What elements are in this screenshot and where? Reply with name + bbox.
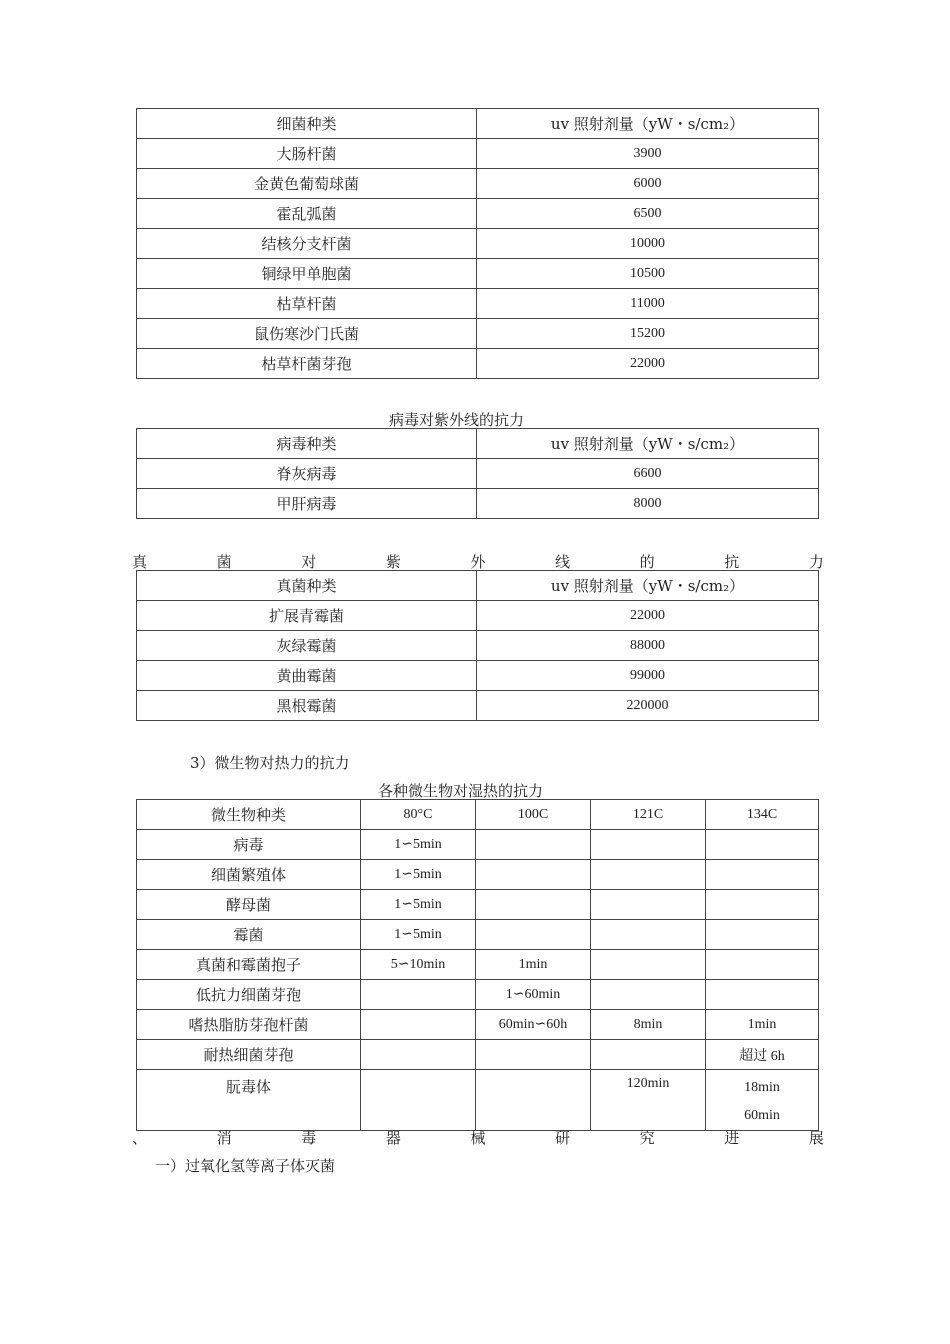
organism-cell: 灰绿霉菌 bbox=[137, 631, 477, 661]
table-header: 100C bbox=[476, 800, 591, 830]
dose-cell: 10500 bbox=[477, 259, 819, 289]
fungus-uv-table bbox=[136, 570, 819, 721]
dose-cell: 88000 bbox=[477, 631, 819, 661]
table-row bbox=[137, 139, 819, 169]
time-cell: 1∽5min bbox=[361, 830, 476, 860]
table-row bbox=[137, 229, 819, 259]
table-header: uv 照射剂量（yW・s/cm₂） bbox=[477, 109, 819, 139]
time-cell bbox=[476, 890, 591, 920]
heading-char: 、 bbox=[132, 1129, 148, 1147]
dose-cell: 22000 bbox=[477, 601, 819, 631]
table-header: 134C bbox=[706, 800, 819, 830]
table-header: 真菌种类 bbox=[137, 571, 477, 601]
caption-char: 力 bbox=[808, 553, 824, 571]
time-cell bbox=[591, 890, 706, 920]
table-row bbox=[137, 950, 819, 980]
moist-heat-table bbox=[136, 799, 819, 1131]
organism-cell: 病毒 bbox=[137, 830, 361, 860]
table-header: 细菌种类 bbox=[137, 109, 477, 139]
organism-cell: 酵母菌 bbox=[137, 890, 361, 920]
caption-char: 菌 bbox=[216, 553, 232, 571]
organism-cell: 朊毒体 bbox=[137, 1070, 361, 1131]
dose-cell: 220000 bbox=[477, 691, 819, 721]
time-cell bbox=[706, 920, 819, 950]
time-cell bbox=[361, 980, 476, 1010]
caption-char: 对 bbox=[301, 553, 317, 571]
organism-cell: 黑根霉菌 bbox=[137, 691, 477, 721]
dose-cell: 6500 bbox=[477, 199, 819, 229]
table-row bbox=[137, 691, 819, 721]
table-row bbox=[137, 319, 819, 349]
table-row bbox=[137, 259, 819, 289]
time-cell bbox=[706, 1070, 819, 1131]
table-header: 病毒种类 bbox=[137, 429, 477, 459]
time-cell bbox=[361, 1070, 476, 1131]
table-row bbox=[137, 169, 819, 199]
table-row bbox=[137, 1040, 819, 1070]
time-cell bbox=[476, 830, 591, 860]
dose-cell: 8000 bbox=[477, 489, 819, 519]
organism-cell: 耐热细菌芽孢 bbox=[137, 1040, 361, 1070]
table-row bbox=[137, 890, 819, 920]
organism-cell: 鼠伤寒沙门氏菌 bbox=[137, 319, 477, 349]
table-row bbox=[137, 1070, 819, 1131]
virus-table-caption: 病毒对紫外线的抗力 bbox=[389, 411, 525, 429]
time-cell bbox=[476, 1040, 591, 1070]
table-header-row bbox=[137, 571, 819, 601]
table-row bbox=[137, 601, 819, 631]
time-cell bbox=[706, 890, 819, 920]
organism-cell: 金黄色葡萄球菌 bbox=[137, 169, 477, 199]
table-row bbox=[137, 1010, 819, 1040]
heading-char: 械 bbox=[470, 1129, 486, 1147]
section-heading-spread bbox=[132, 1127, 824, 1148]
table-row bbox=[137, 830, 819, 860]
table-row bbox=[137, 860, 819, 890]
heat-table-caption: 各种微生物对湿热的抗力 bbox=[378, 782, 544, 800]
heading-char: 器 bbox=[385, 1129, 401, 1147]
dose-cell: 11000 bbox=[477, 289, 819, 319]
heading-char: 毒 bbox=[301, 1129, 317, 1147]
organism-cell: 霍乱弧菌 bbox=[137, 199, 477, 229]
bacteria-uv-table bbox=[136, 108, 819, 379]
organism-cell: 低抗力细菌芽孢 bbox=[137, 980, 361, 1010]
time-cell bbox=[591, 860, 706, 890]
time-cell bbox=[706, 830, 819, 860]
table-header: uv 照射剂量（yW・s/cm₂） bbox=[477, 429, 819, 459]
time-cell bbox=[591, 830, 706, 860]
dose-cell: 22000 bbox=[477, 349, 819, 379]
table-row bbox=[137, 349, 819, 379]
time-cell bbox=[706, 950, 819, 980]
table-header-row bbox=[137, 429, 819, 459]
heading-char: 展 bbox=[808, 1129, 824, 1147]
time-cell: 1∽5min bbox=[361, 920, 476, 950]
time-cell: 1min bbox=[706, 1010, 819, 1040]
organism-cell: 黄曲霉菌 bbox=[137, 661, 477, 691]
virus-uv-table bbox=[136, 428, 819, 519]
table-header-row bbox=[137, 800, 819, 830]
organism-cell: 扩展青霉菌 bbox=[137, 601, 477, 631]
table-row bbox=[137, 199, 819, 229]
table-row bbox=[137, 489, 819, 519]
time-cell bbox=[361, 1040, 476, 1070]
time-cell bbox=[361, 1010, 476, 1040]
time-cell: 60min∽60h bbox=[476, 1010, 591, 1040]
time-cell bbox=[591, 980, 706, 1010]
time-cell bbox=[476, 860, 591, 890]
time-cell bbox=[706, 860, 819, 890]
organism-cell: 枯草杆菌 bbox=[137, 289, 477, 319]
time-value: 18min bbox=[744, 1080, 780, 1095]
heading-char: 消 bbox=[216, 1129, 232, 1147]
time-cell bbox=[706, 980, 819, 1010]
heading-char: 究 bbox=[639, 1129, 655, 1147]
time-cell bbox=[476, 1070, 591, 1131]
organism-cell: 枯草杆菌芽孢 bbox=[137, 349, 477, 379]
dose-cell: 6000 bbox=[477, 169, 819, 199]
time-cell bbox=[591, 950, 706, 980]
table-row bbox=[137, 920, 819, 950]
time-cell: 5∽10min bbox=[361, 950, 476, 980]
time-cell: 1∽5min bbox=[361, 890, 476, 920]
caption-char: 抗 bbox=[724, 553, 740, 571]
time-cell: 120min bbox=[591, 1070, 706, 1131]
organism-cell: 细菌繁殖体 bbox=[137, 860, 361, 890]
heading-char: 进 bbox=[724, 1129, 740, 1147]
time-cell: 1∽60min bbox=[476, 980, 591, 1010]
dose-cell: 99000 bbox=[477, 661, 819, 691]
fungus-table-caption bbox=[132, 551, 824, 572]
time-cell bbox=[591, 1040, 706, 1070]
organism-cell: 脊灰病毒 bbox=[137, 459, 477, 489]
organism-cell: 霉菌 bbox=[137, 920, 361, 950]
table-header: 80°C bbox=[361, 800, 476, 830]
subheading: 一）过氧化氢等离子体灭菌 bbox=[155, 1157, 336, 1175]
table-header: 微生物种类 bbox=[137, 800, 361, 830]
caption-char: 的 bbox=[639, 553, 655, 571]
time-cell bbox=[591, 920, 706, 950]
dose-cell: 15200 bbox=[477, 319, 819, 349]
time-cell: 1min bbox=[476, 950, 591, 980]
organism-cell: 真菌和霉菌抱子 bbox=[137, 950, 361, 980]
time-value: 60min bbox=[744, 1108, 780, 1123]
organism-cell: 铜绿甲单胞菌 bbox=[137, 259, 477, 289]
organism-cell: 结核分支杆菌 bbox=[137, 229, 477, 259]
table-row bbox=[137, 980, 819, 1010]
table-row bbox=[137, 661, 819, 691]
caption-char: 真 bbox=[132, 553, 148, 571]
table-row bbox=[137, 459, 819, 489]
organism-cell: 大肠杆菌 bbox=[137, 139, 477, 169]
table-header-row bbox=[137, 109, 819, 139]
table-row bbox=[137, 631, 819, 661]
time-cell: 8min bbox=[591, 1010, 706, 1040]
organism-cell: 甲肝病毒 bbox=[137, 489, 477, 519]
caption-char: 紫 bbox=[385, 553, 401, 571]
table-row bbox=[137, 289, 819, 319]
dose-cell: 6600 bbox=[477, 459, 819, 489]
dose-cell: 3900 bbox=[477, 139, 819, 169]
time-cell bbox=[476, 920, 591, 950]
time-cell: 1∽5min bbox=[361, 860, 476, 890]
section-heading: 3）微生物对热力的抗力 bbox=[190, 754, 350, 772]
caption-char: 外 bbox=[470, 553, 486, 571]
time-cell: 超过 6h bbox=[706, 1040, 819, 1070]
table-header: uv 照射剂量（yW・s/cm₂） bbox=[477, 571, 819, 601]
table-header: 121C bbox=[591, 800, 706, 830]
organism-cell: 嗜热脂肪芽孢杆菌 bbox=[137, 1010, 361, 1040]
caption-char: 线 bbox=[555, 553, 571, 571]
heading-char: 研 bbox=[555, 1129, 571, 1147]
dose-cell: 10000 bbox=[477, 229, 819, 259]
